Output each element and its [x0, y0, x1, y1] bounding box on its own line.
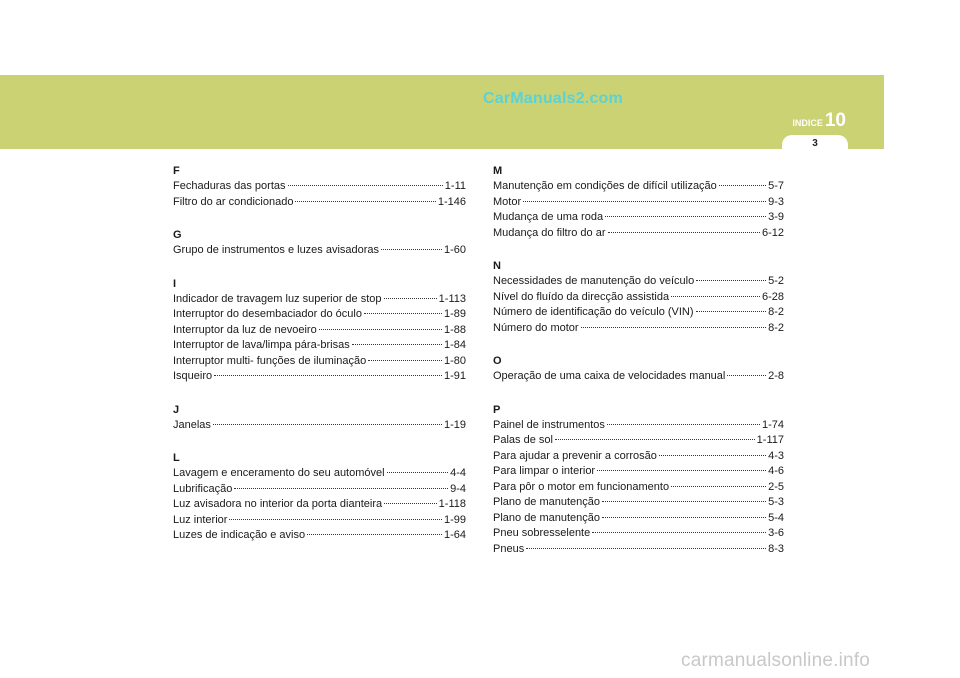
entry-page: 3-6	[768, 527, 784, 539]
index-section	[493, 259, 784, 336]
entry-text: Lavagem e enceramento do seu automóvel	[173, 467, 385, 479]
index-entry[interactable]	[493, 480, 784, 496]
entry-page: 3-9	[768, 211, 784, 223]
dot-leader	[602, 517, 766, 518]
entry-page: 1-11	[444, 180, 466, 192]
entry-page: 1-80	[443, 354, 466, 367]
dot-leader	[602, 501, 766, 502]
index-entry[interactable]	[173, 528, 466, 544]
dot-leader	[384, 503, 437, 504]
index-entry[interactable]	[173, 307, 466, 323]
section-letter: I	[173, 277, 177, 290]
entry-text: Mudança do filtro do ar	[493, 226, 606, 239]
dot-leader	[659, 455, 766, 456]
dot-leader	[213, 424, 442, 425]
index-section	[173, 403, 466, 434]
index-entry[interactable]	[173, 195, 466, 211]
entry-text: Operação de uma caixa de velocidades manual	[493, 370, 726, 382]
dot-leader	[352, 344, 442, 345]
chapter-word: INDICE	[792, 118, 823, 128]
dot-leader	[384, 298, 437, 299]
index-column-right	[493, 164, 784, 575]
index-entry[interactable]	[493, 542, 784, 558]
index-section	[173, 451, 466, 544]
dot-leader	[523, 201, 766, 202]
index-entry[interactable]	[493, 305, 784, 321]
entry-page: 4-6	[768, 465, 784, 477]
section-letter: O	[493, 355, 502, 367]
index-entry[interactable]	[173, 466, 466, 482]
dot-leader	[696, 280, 766, 281]
entry-text: Palas de sol	[493, 434, 553, 446]
index-entry[interactable]	[173, 354, 466, 370]
index-entry[interactable]	[493, 526, 784, 542]
dot-leader	[319, 329, 442, 330]
entry-text: Grupo de instrumentos e luzes avisadoras	[173, 244, 380, 256]
index-entry[interactable]	[173, 482, 466, 498]
index-entry[interactable]	[493, 321, 784, 337]
index-entry[interactable]	[493, 433, 784, 449]
entry-text: Plano de manutenção	[493, 496, 601, 508]
entry-text: Interruptor do desembaciador do óculo	[173, 308, 362, 320]
index-entry[interactable]	[493, 511, 784, 527]
index-entry[interactable]	[493, 449, 784, 465]
entry-text: Fechaduras das portas	[173, 180, 286, 192]
dot-leader	[605, 216, 766, 217]
entry-page: 1-99	[443, 513, 466, 526]
entry-text: Luzes de indicação e aviso	[173, 529, 306, 541]
dot-leader	[671, 486, 766, 487]
index-column-left	[173, 164, 466, 562]
section-letter: F	[173, 165, 180, 177]
index-entry[interactable]	[173, 497, 466, 513]
watermark-link[interactable]: CarManuals2.com	[483, 90, 623, 107]
entry-text: Número do motor	[493, 321, 579, 334]
entry-page: 1-60	[443, 244, 466, 256]
dot-leader	[364, 313, 442, 314]
entry-text: Indicador de travagem luz superior de stop	[173, 292, 382, 305]
entry-text: Interruptor da luz de nevoeiro	[173, 323, 317, 336]
index-entry[interactable]	[493, 274, 784, 290]
entry-text: Mudança de uma roda	[493, 211, 604, 223]
index-entry[interactable]	[493, 464, 784, 480]
dot-leader	[607, 424, 760, 425]
entry-page: 1-117	[756, 434, 784, 446]
dot-leader	[295, 201, 435, 202]
index-section	[173, 228, 466, 259]
index-entry[interactable]	[173, 369, 466, 385]
entry-text: Para pôr o motor em funcionamento	[493, 480, 670, 493]
index-section	[173, 277, 466, 385]
entry-page: 2-5	[768, 480, 784, 493]
entry-page: 8-2	[768, 321, 784, 334]
entry-text: Filtro do ar condicionado	[173, 195, 294, 208]
section-letter: N	[493, 260, 501, 272]
dot-leader	[581, 327, 767, 328]
index-entry[interactable]	[493, 418, 784, 434]
index-section	[493, 164, 784, 241]
entry-text: Isqueiro	[173, 370, 213, 382]
dot-leader	[214, 375, 442, 376]
entry-text: Luz avisadora no interior da porta dianteira	[173, 498, 383, 510]
section-letter: L	[173, 452, 180, 464]
entry-page: 6-28	[761, 290, 784, 303]
dot-leader	[368, 360, 442, 361]
index-entry[interactable]	[493, 195, 784, 211]
index-section	[173, 164, 466, 210]
entry-page: 1-19	[443, 418, 466, 431]
entry-text: Necessidades de manutenção do veículo	[493, 275, 695, 287]
dot-leader	[727, 375, 766, 376]
entry-text: Interruptor multi- funções de iluminação	[173, 354, 367, 367]
index-entry[interactable]	[493, 369, 784, 385]
dot-leader	[555, 439, 755, 440]
index-entry[interactable]	[173, 292, 466, 308]
index-entry[interactable]	[173, 243, 466, 259]
dot-leader	[608, 232, 760, 233]
entry-page: 1-118	[438, 498, 466, 510]
entry-page: 1-113	[438, 292, 466, 305]
entry-page: 1-146	[437, 195, 466, 208]
chapter-label	[792, 110, 846, 132]
entry-page: 5-4	[768, 511, 784, 524]
entry-page: 8-2	[768, 306, 784, 318]
entry-page: 1-88	[443, 323, 466, 336]
entry-page: 4-3	[768, 449, 784, 462]
entry-text: Pneus	[493, 542, 525, 555]
entry-page: 9-4	[450, 482, 466, 495]
index-entry[interactable]	[173, 513, 466, 529]
entry-text: Para limpar o interior	[493, 465, 596, 477]
entry-page: 1-84	[443, 339, 466, 351]
dot-leader	[526, 548, 766, 549]
index-entry[interactable]	[173, 179, 466, 195]
entry-text: Número de identificação do veículo (VIN)	[493, 306, 694, 318]
section-letter: J	[173, 403, 180, 416]
index-entry[interactable]	[173, 323, 466, 339]
dot-leader	[229, 519, 442, 520]
dot-leader	[381, 249, 442, 250]
entry-text: Pneu sobresselente	[493, 527, 591, 539]
dot-leader	[597, 470, 766, 471]
entry-page: 6-12	[761, 226, 784, 239]
section-letter: M	[493, 165, 503, 177]
index-entry[interactable]	[493, 226, 784, 242]
entry-text: Painel de instrumentos	[493, 418, 605, 431]
chapter-number: 10	[824, 110, 846, 131]
dot-leader	[592, 532, 766, 533]
entry-page: 5-2	[768, 275, 784, 287]
dot-leader	[719, 185, 766, 186]
entry-page: 5-3	[768, 496, 784, 508]
dot-leader	[696, 311, 767, 312]
entry-page: 1-74	[761, 418, 784, 431]
index-section	[493, 354, 784, 385]
entry-page: 9-3	[768, 195, 784, 208]
index-entry[interactable]	[173, 338, 466, 354]
index-entry[interactable]	[493, 210, 784, 226]
entry-page: 4-4	[450, 467, 466, 479]
dot-leader	[234, 488, 448, 489]
entry-text: Plano de manutenção	[493, 511, 601, 524]
entry-page: 1-89	[443, 308, 466, 320]
entry-text: Para ajudar a prevenir a corrosão	[493, 449, 657, 462]
index-section	[493, 403, 784, 558]
dot-leader	[288, 185, 443, 186]
entry-text: Interruptor de lava/limpa pára-brisas	[173, 339, 350, 351]
index-entry[interactable]	[493, 179, 784, 195]
dot-leader	[387, 472, 449, 473]
dot-leader	[671, 296, 760, 297]
entry-text: Janelas	[173, 418, 211, 431]
entry-page: 1-64	[443, 529, 466, 541]
index-entry[interactable]	[173, 418, 466, 434]
entry-page: 2-8	[768, 370, 784, 382]
entry-page: 8-3	[768, 542, 784, 555]
index-entry[interactable]	[493, 495, 784, 511]
section-letter: G	[173, 229, 182, 241]
entry-text: Manutenção em condições de difícil utilização	[493, 180, 717, 192]
footer-watermark[interactable]: carmanualsonline.info	[681, 650, 871, 671]
entry-page: 5-7	[768, 180, 784, 192]
header-banner	[0, 75, 884, 149]
entry-text: Luz interior	[173, 513, 228, 526]
entry-text: Nível do fluído da direcção assistida	[493, 290, 670, 303]
index-entry[interactable]	[493, 290, 784, 306]
dot-leader	[307, 534, 442, 535]
page-number: 3	[782, 135, 848, 155]
section-letter: P	[493, 403, 501, 416]
entry-page: 1-91	[443, 370, 466, 382]
entry-text: Lubrificação	[173, 482, 233, 495]
entry-text: Motor	[493, 195, 522, 208]
